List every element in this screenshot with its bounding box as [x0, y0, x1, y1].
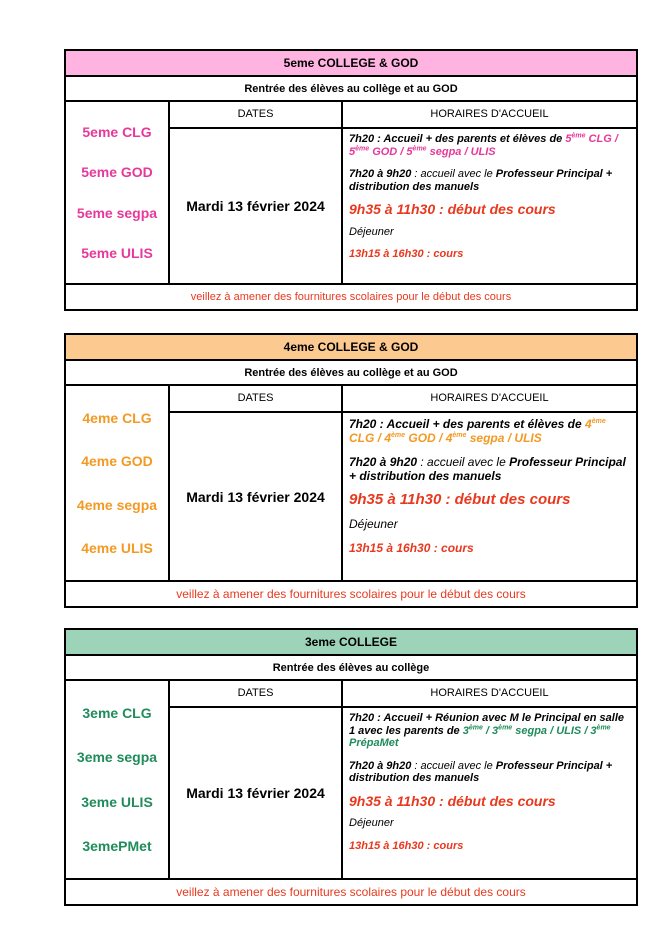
- horaires-cell: [343, 413, 636, 580]
- class-label: 5eme ULIS: [81, 244, 153, 261]
- classes-text: segpa / ULIS: [426, 145, 496, 158]
- classes-text: segpa / ULIS / 3: [512, 724, 597, 737]
- sup: ème: [452, 432, 467, 439]
- class-label: 5eme CLG: [82, 124, 152, 141]
- lunch: Déjeuner: [349, 225, 394, 238]
- table-title: 4eme COLLEGE & GOD: [66, 335, 636, 361]
- class-label: 5eme GOD: [81, 164, 153, 181]
- lunch: Déjeuner: [349, 817, 394, 829]
- classes-text: GOD / 5: [369, 145, 413, 158]
- class-label: 3eme CLG: [82, 705, 152, 722]
- table-3eme: [64, 628, 638, 906]
- table-subtitle: Rentrée des élèves au collège et au GOD: [66, 77, 636, 102]
- sup: ème: [498, 723, 513, 731]
- class-label: 4eme segpa: [76, 496, 158, 513]
- course-start: 9h35 à 11h30 : début des cours: [349, 201, 556, 217]
- footer-note: veillez à amener des fournitures scolaires pour le début des cours: [190, 291, 512, 303]
- header-dates: DATES: [170, 102, 343, 127]
- welcome-text: 7h20 : Accueil + Réunion avec M le Principal en salle 1 avec les parents de: [349, 712, 625, 737]
- text: : accueil avec le: [411, 759, 496, 772]
- table-title: 3eme COLLEGE: [66, 630, 636, 656]
- table-5eme: [64, 49, 638, 311]
- footer-note: veillez à amener des fournitures scolaires pour le début des cours: [176, 885, 526, 899]
- classes-text: GOD / 4: [405, 431, 453, 445]
- classes-text: 3: [462, 724, 469, 737]
- table-title: 5eme COLLEGE & GOD: [66, 51, 636, 77]
- class-label: 5eme segpa: [76, 204, 158, 221]
- welcome-text: 7h20 : Accueil + des parents et élèves de: [349, 417, 586, 431]
- schedule-grid: [66, 386, 636, 582]
- course-start: 9h35 à 11h30 : début des cours: [349, 792, 556, 809]
- header-dates: DATES: [170, 681, 343, 706]
- sup: ème: [596, 723, 611, 731]
- schedule-grid: [66, 102, 636, 285]
- course-start: 9h35 à 11h30 : début des cours: [349, 491, 571, 508]
- date-cell: Mardi 13 février 2024: [170, 129, 343, 283]
- class-list: [66, 102, 170, 283]
- sup: ème: [571, 132, 586, 140]
- classes-text: 5: [565, 133, 572, 145]
- text: : accueil avec le: [411, 168, 496, 180]
- class-label: 3eme ULIS: [81, 793, 153, 810]
- header-horaires: HORAIRES D'ACCUEIL: [430, 687, 549, 699]
- header-horaires: HORAIRES D'ACCUEIL: [430, 108, 549, 120]
- horaires-cell: [343, 708, 636, 878]
- class-label: 4eme CLG: [82, 409, 152, 426]
- footer-note: veillez à amener des fournitures scolaires pour le début des cours: [176, 587, 526, 601]
- sup: ème: [412, 144, 427, 152]
- sup: ème: [391, 432, 406, 439]
- classes-text: CLG / 5: [349, 133, 618, 158]
- class-label: 3emePMet: [82, 837, 152, 854]
- text: Professeur Principal + distribution des manuels: [349, 168, 613, 193]
- lunch: Déjeuner: [349, 517, 398, 531]
- text: : accueil avec le: [417, 455, 510, 469]
- classes-text: PrépaMet: [349, 737, 399, 749]
- date-cell: Mardi 13 février 2024: [170, 708, 343, 878]
- afternoon-courses: 13h15 à 16h30 : cours: [349, 248, 464, 260]
- sup: ème: [468, 723, 483, 731]
- class-list: [66, 681, 170, 878]
- table-4eme: [64, 333, 638, 608]
- time-range: 7h20 à 9h20: [349, 168, 412, 180]
- sup: ème: [355, 144, 370, 152]
- header-dates: DATES: [170, 386, 343, 411]
- sup: ème: [591, 418, 606, 425]
- classes-text: segpa / ULIS: [466, 431, 542, 445]
- welcome-text: 7h20 : Accueil + des parents et élèves de: [349, 133, 566, 145]
- time-range: 7h20 à 9h20: [349, 455, 418, 469]
- text: Professeur Principal + distribution des manuels: [349, 455, 626, 483]
- afternoon-courses: 13h15 à 16h30 : cours: [349, 541, 474, 555]
- class-label: 4eme ULIS: [81, 540, 153, 557]
- horaires-cell: [343, 129, 636, 283]
- time-range: 7h20 à 9h20: [349, 759, 412, 772]
- header-horaires: HORAIRES D'ACCUEIL: [430, 392, 549, 404]
- table-subtitle: Rentrée des élèves au collège et au GOD: [66, 361, 636, 386]
- classes-text: CLG / 4: [349, 431, 392, 445]
- classes-text: / 3: [482, 724, 499, 737]
- class-label: 4eme GOD: [81, 453, 153, 470]
- table-subtitle: Rentrée des élèves au collège: [66, 656, 636, 681]
- afternoon-courses: 13h15 à 16h30 : cours: [349, 839, 464, 852]
- date-cell: Mardi 13 février 2024: [170, 413, 343, 580]
- class-list: [66, 386, 170, 580]
- classes-text: 4: [585, 417, 592, 431]
- class-label: 3eme segpa: [76, 749, 158, 766]
- text: Professeur Principal + distribution des manuels: [349, 759, 613, 784]
- schedule-grid: [66, 681, 636, 880]
